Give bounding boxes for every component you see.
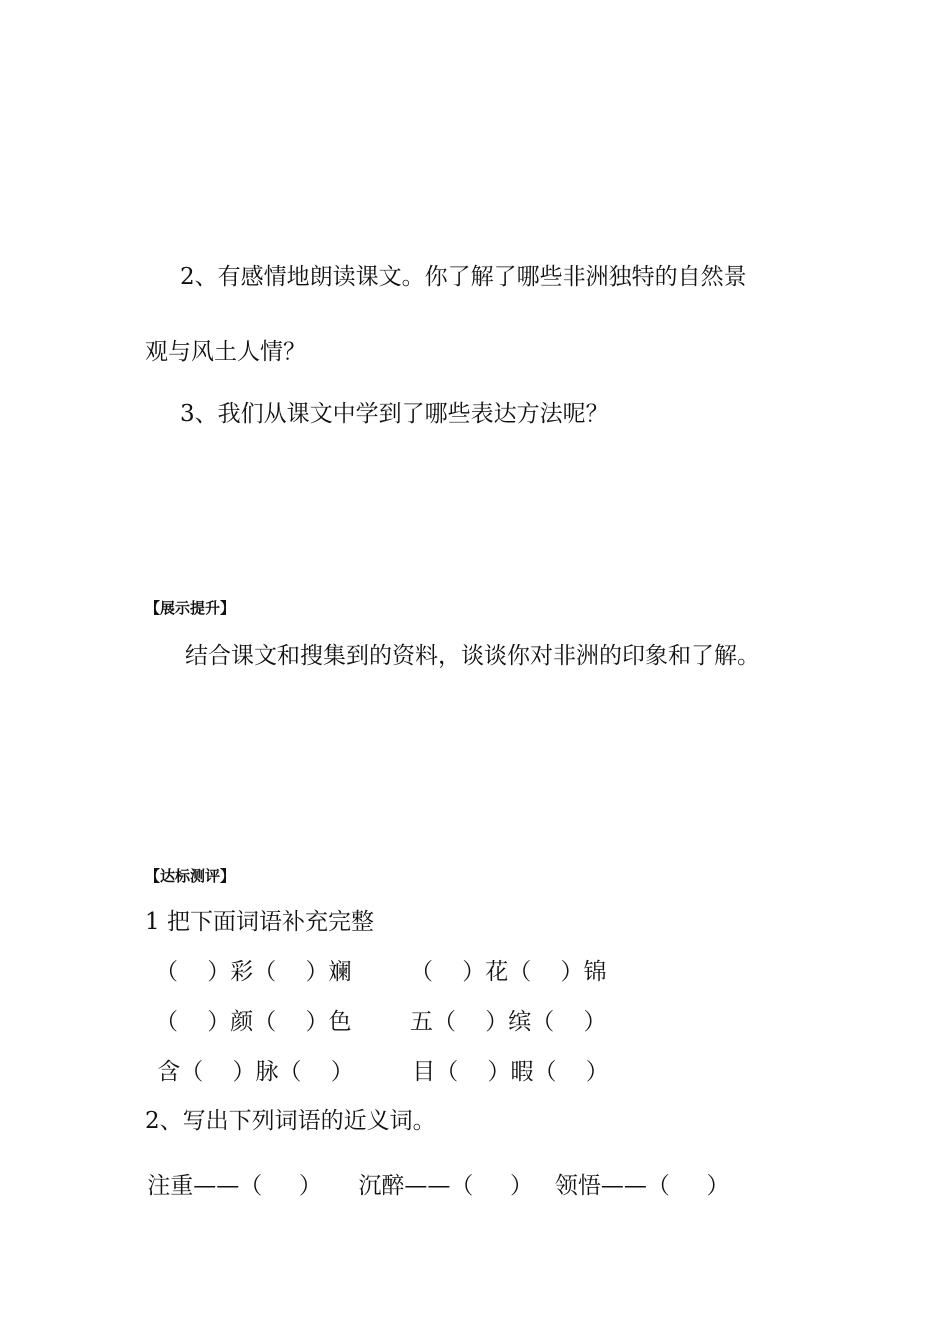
- question-3: 3、我们从课文中学到了哪些表达方法呢？: [180, 401, 609, 427]
- synonym-row: 注重——（ ） 沉醉——（ ） 领悟——（ ）: [140, 1173, 730, 1199]
- question-2-line-1: 2、有感情地朗读课文。你了解了哪些非洲独特的自然景: [180, 264, 747, 290]
- test-question-1-title: 1 把下面词语补充完整: [145, 909, 374, 935]
- test-question-2-title: 2、写出下列词语的近义词。: [145, 1108, 436, 1134]
- question-2-line-2: 观与风土人情？: [145, 339, 306, 365]
- show-section-heading: 【展示提升】: [145, 599, 236, 617]
- fill-blank-row-3: 含（ ）脉（ ） 目（ ）暇（ ）: [150, 1059, 609, 1085]
- show-section-text: 结合课文和搜集到的资料，谈谈你对非洲的印象和了解。: [185, 643, 760, 669]
- fill-blank-row-1: （ ）彩（ ）斓 （ ）花（ ）锦: [155, 959, 607, 985]
- test-section-heading: 【达标测评】: [145, 867, 236, 885]
- fill-blank-row-2: （ ）颜（ ）色 五（ ）缤（ ）: [155, 1009, 607, 1035]
